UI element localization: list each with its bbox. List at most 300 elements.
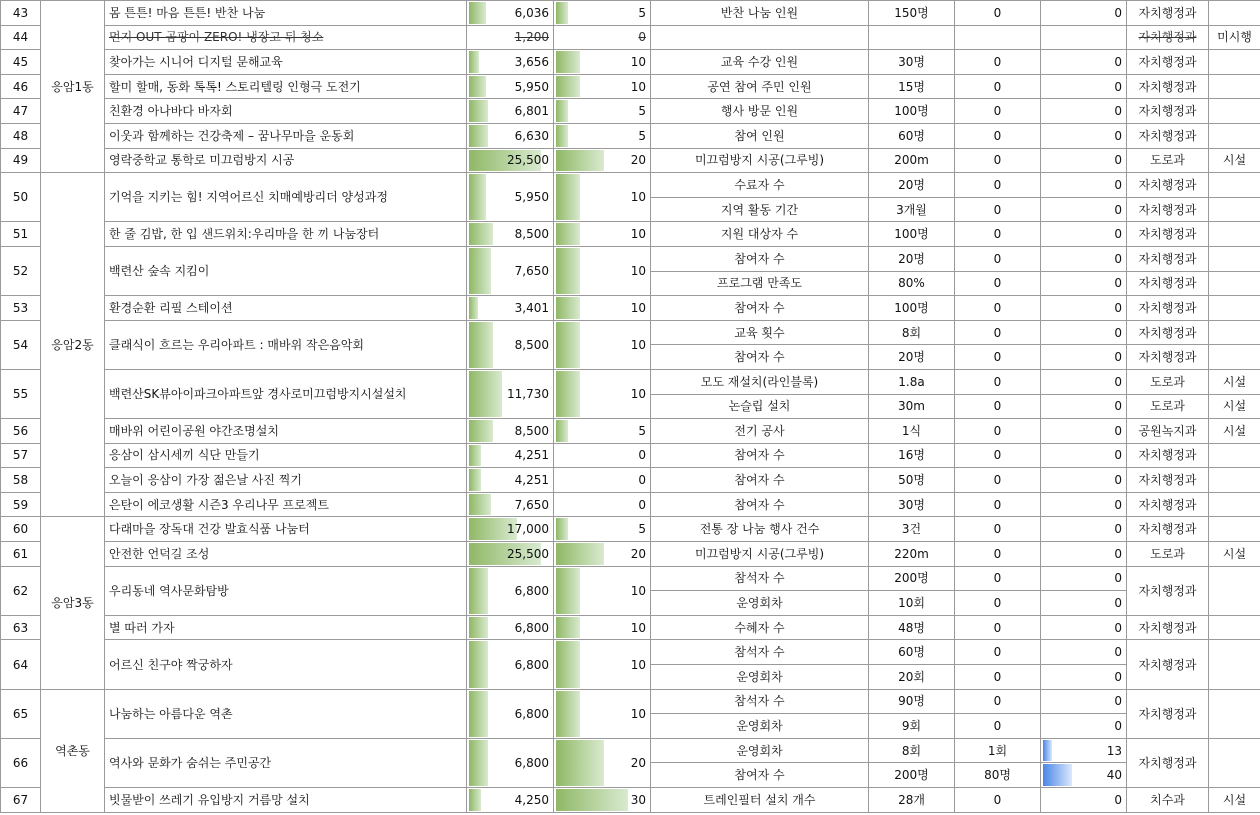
type-cell[interactable] xyxy=(1209,492,1260,517)
weight-cell[interactable] xyxy=(554,296,651,321)
target-cell[interactable]: 30m xyxy=(869,394,955,419)
department-cell[interactable]: 자치행정과 xyxy=(1127,738,1209,787)
department-cell[interactable]: 자치행정과 xyxy=(1127,689,1209,738)
project-name-cell[interactable]: 환경순환 리필 스테이션 xyxy=(105,296,467,321)
rate-cell[interactable] xyxy=(1041,492,1127,517)
weight-cell[interactable] xyxy=(554,542,651,567)
budget-cell[interactable] xyxy=(467,615,554,640)
target-cell[interactable]: 10회 xyxy=(869,591,955,616)
result-cell[interactable]: 0 xyxy=(955,468,1041,493)
result-cell[interactable]: 0 xyxy=(955,320,1041,345)
weight-cell[interactable] xyxy=(554,419,651,444)
target-cell[interactable]: 30명 xyxy=(869,492,955,517)
rate-cell[interactable] xyxy=(1041,345,1127,370)
indicator-cell[interactable]: 참여자 수 xyxy=(651,246,869,271)
budget-cell[interactable] xyxy=(467,492,554,517)
budget-cell[interactable] xyxy=(467,246,554,295)
weight-cell[interactable] xyxy=(554,1,651,26)
project-name-cell[interactable]: 이웃과 함께하는 건강축제 – 꿈나무마을 운동회 xyxy=(105,123,467,148)
table-row xyxy=(1,222,1260,247)
indicator-cell[interactable]: 참여 인원 xyxy=(651,123,869,148)
weight-cell[interactable] xyxy=(554,615,651,640)
target-cell[interactable]: 90명 xyxy=(869,689,955,714)
result-cell[interactable]: 0 xyxy=(955,296,1041,321)
type-cell[interactable] xyxy=(1209,74,1260,99)
result-cell[interactable] xyxy=(955,25,1041,50)
department-cell[interactable]: 자치행정과 xyxy=(1127,615,1209,640)
result-cell[interactable]: 0 xyxy=(955,419,1041,444)
target-cell[interactable] xyxy=(869,25,955,50)
project-name-cell[interactable]: 기억을 지키는 힘! 지역어르신 치매예방리더 양성과정 xyxy=(105,173,467,222)
department-cell[interactable]: 자치행정과 xyxy=(1127,566,1209,615)
rate-cell[interactable] xyxy=(1041,50,1127,75)
project-name-cell[interactable]: 친환경 아나바다 바자회 xyxy=(105,99,467,124)
weight-cell[interactable] xyxy=(554,566,651,615)
budget-cell[interactable] xyxy=(467,689,554,738)
row-number-cell[interactable]: 67 xyxy=(1,788,41,813)
rate-cell[interactable] xyxy=(1041,1,1127,26)
rate-cell[interactable] xyxy=(1041,99,1127,124)
target-cell[interactable]: 200명 xyxy=(869,763,955,788)
row-number-cell[interactable]: 45 xyxy=(1,50,41,75)
dong-cell[interactable]: 역촌동 xyxy=(41,689,105,812)
result-cell[interactable]: 0 xyxy=(955,517,1041,542)
rate-cell[interactable] xyxy=(1041,74,1127,99)
result-cell[interactable]: 0 xyxy=(955,50,1041,75)
type-cell[interactable]: 시설 xyxy=(1209,788,1260,813)
indicator-cell[interactable]: 참여자 수 xyxy=(651,468,869,493)
result-cell[interactable]: 0 xyxy=(955,689,1041,714)
budget-cell[interactable] xyxy=(467,566,554,615)
target-cell[interactable]: 20명 xyxy=(869,173,955,198)
row-number-cell[interactable]: 54 xyxy=(1,320,41,369)
rate-cell[interactable] xyxy=(1041,714,1127,739)
row-number-cell[interactable]: 60 xyxy=(1,517,41,542)
row-number-cell[interactable]: 62 xyxy=(1,566,41,615)
weight-cell[interactable] xyxy=(554,246,651,295)
budget-cell[interactable] xyxy=(467,296,554,321)
project-name-cell[interactable]: 다래마을 장독대 건강 발효식품 나눔터 xyxy=(105,517,467,542)
rate-cell[interactable] xyxy=(1041,788,1127,813)
indicator-cell[interactable]: 참여자 수 xyxy=(651,492,869,517)
project-name-cell[interactable]: 별 따러 가자 xyxy=(105,615,467,640)
result-cell[interactable]: 80명 xyxy=(955,763,1041,788)
type-cell[interactable] xyxy=(1209,615,1260,640)
budget-cell[interactable] xyxy=(467,99,554,124)
budget-cell[interactable] xyxy=(467,74,554,99)
target-cell[interactable]: 48명 xyxy=(869,615,955,640)
rate-cell[interactable] xyxy=(1041,148,1127,173)
target-cell[interactable]: 100명 xyxy=(869,222,955,247)
result-cell[interactable]: 0 xyxy=(955,591,1041,616)
result-cell[interactable]: 0 xyxy=(955,74,1041,99)
row-number-cell[interactable]: 56 xyxy=(1,419,41,444)
row-number-cell[interactable]: 65 xyxy=(1,689,41,738)
type-cell[interactable] xyxy=(1209,517,1260,542)
project-name-cell[interactable]: 나눔하는 아름다운 역촌 xyxy=(105,689,467,738)
target-cell[interactable]: 50명 xyxy=(869,468,955,493)
department-cell[interactable]: 자치행정과 xyxy=(1127,50,1209,75)
project-name-cell[interactable]: 한 줄 김밥, 한 입 샌드위치:우리마을 한 끼 나눔장터 xyxy=(105,222,467,247)
rate-cell[interactable] xyxy=(1041,173,1127,198)
result-cell[interactable]: 0 xyxy=(955,271,1041,296)
target-cell[interactable]: 8회 xyxy=(869,320,955,345)
type-cell[interactable] xyxy=(1209,123,1260,148)
type-cell[interactable] xyxy=(1209,296,1260,321)
rate-cell[interactable] xyxy=(1041,615,1127,640)
type-cell[interactable] xyxy=(1209,738,1260,787)
project-name-cell[interactable]: 빗물받이 쓰레기 유입방지 거름망 설치 xyxy=(105,788,467,813)
target-cell[interactable]: 150명 xyxy=(869,1,955,26)
target-cell[interactable]: 3개월 xyxy=(869,197,955,222)
rate-cell[interactable] xyxy=(1041,419,1127,444)
indicator-cell[interactable]: 지역 활동 기간 xyxy=(651,197,869,222)
rate-cell-value: 0 xyxy=(1114,153,1122,168)
result-cell[interactable]: 0 xyxy=(955,222,1041,247)
target-cell[interactable]: 200m xyxy=(869,148,955,173)
rate-cell[interactable] xyxy=(1041,443,1127,468)
target-cell[interactable]: 200명 xyxy=(869,566,955,591)
indicator-cell[interactable]: 운영회차 xyxy=(651,591,869,616)
rate-cell[interactable] xyxy=(1041,468,1127,493)
budget-cell[interactable] xyxy=(467,640,554,689)
target-cell[interactable]: 20회 xyxy=(869,665,955,690)
type-cell[interactable] xyxy=(1209,566,1260,615)
row-number-cell[interactable]: 46 xyxy=(1,74,41,99)
weight-cell[interactable] xyxy=(554,517,651,542)
target-cell[interactable]: 1식 xyxy=(869,419,955,444)
project-name-cell[interactable]: 응삼이 삼시세끼 식단 만들기 xyxy=(105,443,467,468)
rate-cell[interactable] xyxy=(1041,369,1127,394)
result-cell[interactable]: 0 xyxy=(955,788,1041,813)
department-cell[interactable]: 자치행정과 xyxy=(1127,320,1209,345)
type-cell[interactable] xyxy=(1209,320,1260,345)
rate-cell-value: 0 xyxy=(1114,54,1122,69)
indicator-cell[interactable]: 운영회차 xyxy=(651,714,869,739)
budget-cell[interactable] xyxy=(467,419,554,444)
department-cell[interactable]: 자치행정과 xyxy=(1127,1,1209,26)
rate-cell[interactable] xyxy=(1041,320,1127,345)
budget-cell[interactable] xyxy=(467,320,554,369)
rate-cell-value: 0 xyxy=(1114,5,1122,20)
weight-cell[interactable] xyxy=(554,788,651,813)
department-cell[interactable]: 공원녹지과 xyxy=(1127,419,1209,444)
project-name-cell[interactable]: 먼지 OUT 곰팡이 ZERO! 냉장고 뒤 청소 xyxy=(105,25,467,50)
weight-cell[interactable] xyxy=(554,123,651,148)
result-cell[interactable]: 0 xyxy=(955,714,1041,739)
row-number-cell[interactable]: 55 xyxy=(1,369,41,418)
indicator-cell[interactable]: 참여자 수 xyxy=(651,763,869,788)
project-name-cell[interactable]: 역사와 문화가 숨쉬는 주민공간 xyxy=(105,738,467,787)
row-number-cell[interactable]: 64 xyxy=(1,640,41,689)
indicator-cell[interactable]: 참여자 수 xyxy=(651,345,869,370)
department-cell[interactable]: 자치행정과 xyxy=(1127,271,1209,296)
indicator-cell[interactable]: 전기 공사 xyxy=(651,419,869,444)
indicator-cell[interactable]: 반찬 나눔 인원 xyxy=(651,1,869,26)
indicator-cell[interactable]: 논슬립 설치 xyxy=(651,394,869,419)
indicator-cell[interactable] xyxy=(651,25,869,50)
budget-cell[interactable] xyxy=(467,369,554,418)
type-cell[interactable] xyxy=(1209,173,1260,198)
row-number-cell[interactable]: 58 xyxy=(1,468,41,493)
target-cell[interactable]: 100명 xyxy=(869,99,955,124)
row-number-cell[interactable]: 63 xyxy=(1,615,41,640)
dong-cell[interactable]: 응암2동 xyxy=(41,173,105,517)
project-name-cell[interactable]: 백련산SK뷰아이파크아파트앞 경사로미끄럼방지시설설치 xyxy=(105,369,467,418)
target-cell[interactable]: 60명 xyxy=(869,123,955,148)
row-number-cell[interactable]: 57 xyxy=(1,443,41,468)
project-name-cell[interactable]: 은탄이 에코생활 시즌3 우리나무 프로젝트 xyxy=(105,492,467,517)
department-cell[interactable]: 도로과 xyxy=(1127,542,1209,567)
indicator-cell[interactable]: 운영회차 xyxy=(651,738,869,763)
budget-cell[interactable] xyxy=(467,1,554,26)
department-cell[interactable]: 자치행정과 xyxy=(1127,222,1209,247)
target-cell[interactable]: 100명 xyxy=(869,296,955,321)
table-row xyxy=(1,369,1260,394)
row-number-cell[interactable]: 47 xyxy=(1,99,41,124)
department-cell[interactable]: 도로과 xyxy=(1127,148,1209,173)
indicator-cell[interactable]: 프로그램 만족도 xyxy=(651,271,869,296)
type-cell[interactable] xyxy=(1209,468,1260,493)
indicator-cell[interactable]: 트레인필터 설치 개수 xyxy=(651,788,869,813)
type-cell[interactable] xyxy=(1209,689,1260,738)
rate-cell[interactable] xyxy=(1041,197,1127,222)
result-cell[interactable]: 0 xyxy=(955,369,1041,394)
weight-cell[interactable] xyxy=(554,222,651,247)
indicator-cell[interactable]: 공연 참여 주민 인원 xyxy=(651,74,869,99)
project-name-cell[interactable]: 클래식이 흐르는 우리아파트 : 매바위 작은음악회 xyxy=(105,320,467,369)
rate-cell[interactable] xyxy=(1041,517,1127,542)
row-number-cell[interactable]: 53 xyxy=(1,296,41,321)
target-cell[interactable]: 8회 xyxy=(869,738,955,763)
indicator-cell[interactable]: 지원 대상자 수 xyxy=(651,222,869,247)
department-cell[interactable]: 자치행정과 xyxy=(1127,468,1209,493)
row-number-cell[interactable]: 44 xyxy=(1,25,41,50)
rate-cell[interactable] xyxy=(1041,763,1127,788)
weight-cell[interactable] xyxy=(554,74,651,99)
result-cell[interactable]: 0 xyxy=(955,345,1041,370)
rate-cell[interactable] xyxy=(1041,246,1127,271)
type-cell[interactable]: 시설 xyxy=(1209,394,1260,419)
project-name-cell[interactable]: 매바위 어린이공원 야간조명설치 xyxy=(105,419,467,444)
target-cell[interactable]: 3건 xyxy=(869,517,955,542)
row-number-cell[interactable]: 52 xyxy=(1,246,41,295)
dong-cell[interactable]: 응암1동 xyxy=(41,1,105,173)
department-cell[interactable]: 자치행정과 xyxy=(1127,443,1209,468)
result-cell[interactable]: 0 xyxy=(955,443,1041,468)
indicator-cell[interactable]: 수혜자 수 xyxy=(651,615,869,640)
type-cell[interactable] xyxy=(1209,222,1260,247)
budget-cell[interactable] xyxy=(467,25,554,50)
indicator-cell[interactable]: 운영회차 xyxy=(651,665,869,690)
weight-cell[interactable] xyxy=(554,320,651,369)
department-cell[interactable]: 자치행정과 xyxy=(1127,197,1209,222)
type-cell[interactable] xyxy=(1209,246,1260,271)
result-cell[interactable]: 1회 xyxy=(955,738,1041,763)
indicator-cell[interactable]: 참석자 수 xyxy=(651,566,869,591)
project-name-cell[interactable]: 백련산 숲속 지킴이 xyxy=(105,246,467,295)
indicator-cell[interactable]: 모도 재설치(라인블록) xyxy=(651,369,869,394)
type-cell[interactable]: 시설 xyxy=(1209,369,1260,394)
indicator-cell[interactable]: 교육 수강 인원 xyxy=(651,50,869,75)
project-name-cell[interactable]: 어르신 친구야 짝궁하자 xyxy=(105,640,467,689)
department-cell[interactable]: 자치행정과 xyxy=(1127,640,1209,689)
result-cell[interactable]: 0 xyxy=(955,394,1041,419)
type-cell[interactable] xyxy=(1209,443,1260,468)
rate-cell[interactable] xyxy=(1041,271,1127,296)
rate-cell[interactable] xyxy=(1041,640,1127,665)
row-number-cell[interactable]: 61 xyxy=(1,542,41,567)
target-cell[interactable]: 28개 xyxy=(869,788,955,813)
project-name-cell[interactable]: 영락중학교 통학로 미끄럼방지 시공 xyxy=(105,148,467,173)
target-cell[interactable]: 220m xyxy=(869,542,955,567)
rate-cell[interactable] xyxy=(1041,738,1127,763)
budget-cell[interactable] xyxy=(467,50,554,75)
result-cell[interactable]: 0 xyxy=(955,246,1041,271)
budget-cell[interactable] xyxy=(467,788,554,813)
row-number-cell[interactable]: 50 xyxy=(1,173,41,222)
indicator-cell[interactable]: 참석자 수 xyxy=(651,689,869,714)
indicator-cell[interactable]: 수료자 수 xyxy=(651,173,869,198)
department-cell[interactable]: 자치행정과 xyxy=(1127,492,1209,517)
weight-cell-bar xyxy=(556,518,568,540)
budget-cell[interactable] xyxy=(467,123,554,148)
result-cell[interactable]: 0 xyxy=(955,665,1041,690)
project-name-cell[interactable]: 우리동네 역사문화탐방 xyxy=(105,566,467,615)
target-cell[interactable]: 20명 xyxy=(869,246,955,271)
type-cell[interactable]: 미시행 xyxy=(1209,25,1260,50)
indicator-cell[interactable]: 미끄럼방지 시공(그루빙) xyxy=(651,542,869,567)
weight-cell[interactable] xyxy=(554,99,651,124)
indicator-cell[interactable]: 교육 횟수 xyxy=(651,320,869,345)
result-cell[interactable]: 0 xyxy=(955,148,1041,173)
budget-cell[interactable] xyxy=(467,443,554,468)
target-cell[interactable]: 80% xyxy=(869,271,955,296)
result-cell[interactable]: 0 xyxy=(955,492,1041,517)
row-number-cell[interactable]: 66 xyxy=(1,738,41,787)
type-cell[interactable]: 시설 xyxy=(1209,148,1260,173)
budget-cell[interactable] xyxy=(467,173,554,222)
weight-cell[interactable] xyxy=(554,173,651,222)
result-cell[interactable]: 0 xyxy=(955,123,1041,148)
result-cell[interactable]: 0 xyxy=(955,173,1041,198)
row-number-cell[interactable]: 49 xyxy=(1,148,41,173)
target-cell[interactable]: 30명 xyxy=(869,50,955,75)
project-name-cell[interactable]: 안전한 언덕길 조성 xyxy=(105,542,467,567)
weight-cell[interactable] xyxy=(554,369,651,418)
result-cell[interactable]: 0 xyxy=(955,566,1041,591)
weight-cell[interactable] xyxy=(554,468,651,493)
budget-cell[interactable] xyxy=(467,148,554,173)
department-cell[interactable]: 자치행정과 xyxy=(1127,173,1209,198)
budget-cell[interactable] xyxy=(467,738,554,787)
type-cell[interactable] xyxy=(1209,99,1260,124)
rate-cell[interactable] xyxy=(1041,123,1127,148)
indicator-cell[interactable]: 미끄럼방지 시공(그루빙) xyxy=(651,148,869,173)
result-cell[interactable]: 0 xyxy=(955,615,1041,640)
department-cell[interactable]: 자치행정과 xyxy=(1127,74,1209,99)
indicator-cell[interactable]: 전통 장 나눔 행사 건수 xyxy=(651,517,869,542)
rate-cell[interactable] xyxy=(1041,222,1127,247)
target-cell[interactable]: 20명 xyxy=(869,345,955,370)
department-cell[interactable]: 자치행정과 xyxy=(1127,123,1209,148)
indicator-cell[interactable]: 행사 방문 인원 xyxy=(651,99,869,124)
indicator-cell[interactable]: 참여자 수 xyxy=(651,296,869,321)
rate-cell[interactable] xyxy=(1041,591,1127,616)
indicator-cell[interactable]: 참여자 수 xyxy=(651,443,869,468)
rate-cell[interactable] xyxy=(1041,689,1127,714)
budget-cell[interactable] xyxy=(467,542,554,567)
result-cell[interactable]: 0 xyxy=(955,99,1041,124)
result-cell[interactable]: 0 xyxy=(955,640,1041,665)
type-cell[interactable] xyxy=(1209,50,1260,75)
target-cell[interactable]: 9회 xyxy=(869,714,955,739)
weight-cell[interactable] xyxy=(554,443,651,468)
dong-cell[interactable]: 응암3동 xyxy=(41,517,105,689)
type-cell[interactable] xyxy=(1209,197,1260,222)
weight-cell[interactable] xyxy=(554,148,651,173)
rate-cell[interactable] xyxy=(1041,296,1127,321)
department-cell[interactable]: 도로과 xyxy=(1127,369,1209,394)
row-number-cell[interactable]: 51 xyxy=(1,222,41,247)
rate-cell[interactable] xyxy=(1041,542,1127,567)
target-cell[interactable]: 16명 xyxy=(869,443,955,468)
type-cell[interactable]: 시설 xyxy=(1209,419,1260,444)
project-name-cell[interactable]: 몸 튼튼! 마음 튼튼! 반찬 나눔 xyxy=(105,1,467,26)
department-cell[interactable]: 자치행정과 xyxy=(1127,517,1209,542)
department-cell[interactable]: 자치행정과 xyxy=(1127,345,1209,370)
budget-cell[interactable] xyxy=(467,517,554,542)
weight-cell[interactable] xyxy=(554,640,651,689)
weight-cell[interactable] xyxy=(554,738,651,787)
department-cell[interactable]: 도로과 xyxy=(1127,394,1209,419)
rate-cell[interactable] xyxy=(1041,566,1127,591)
weight-cell[interactable] xyxy=(554,689,651,738)
rate-cell[interactable] xyxy=(1041,394,1127,419)
type-cell[interactable]: 시설 xyxy=(1209,542,1260,567)
target-cell[interactable]: 1.8a xyxy=(869,369,955,394)
row-number-cell[interactable]: 48 xyxy=(1,123,41,148)
indicator-cell[interactable]: 참석자 수 xyxy=(651,640,869,665)
project-name-cell[interactable]: 할미 할매, 동화 톡톡! 스토리텔링 인형극 도전기 xyxy=(105,74,467,99)
row-number-cell[interactable]: 43 xyxy=(1,1,41,26)
target-cell[interactable]: 15명 xyxy=(869,74,955,99)
weight-cell[interactable] xyxy=(554,50,651,75)
project-name-cell[interactable]: 오늘이 응삼이 가장 젊은날 사진 찍기 xyxy=(105,468,467,493)
type-cell[interactable] xyxy=(1209,1,1260,26)
weight-cell[interactable] xyxy=(554,25,651,50)
department-cell[interactable]: 자치행정과 xyxy=(1127,25,1209,50)
budget-cell[interactable] xyxy=(467,468,554,493)
target-cell[interactable]: 60명 xyxy=(869,640,955,665)
rate-cell[interactable] xyxy=(1041,25,1127,50)
result-cell[interactable]: 0 xyxy=(955,197,1041,222)
department-cell[interactable]: 치수과 xyxy=(1127,788,1209,813)
type-cell[interactable] xyxy=(1209,345,1260,370)
budget-cell[interactable] xyxy=(467,222,554,247)
type-cell[interactable] xyxy=(1209,640,1260,689)
department-cell[interactable]: 자치행정과 xyxy=(1127,296,1209,321)
project-name-cell[interactable]: 찾아가는 시니어 디지털 문해교육 xyxy=(105,50,467,75)
result-cell[interactable]: 0 xyxy=(955,542,1041,567)
row-number-cell[interactable]: 59 xyxy=(1,492,41,517)
type-cell[interactable] xyxy=(1209,271,1260,296)
result-cell[interactable]: 0 xyxy=(955,1,1041,26)
department-cell[interactable]: 자치행정과 xyxy=(1127,246,1209,271)
rate-cell[interactable] xyxy=(1041,665,1127,690)
weight-cell[interactable] xyxy=(554,492,651,517)
department-cell[interactable]: 자치행정과 xyxy=(1127,99,1209,124)
